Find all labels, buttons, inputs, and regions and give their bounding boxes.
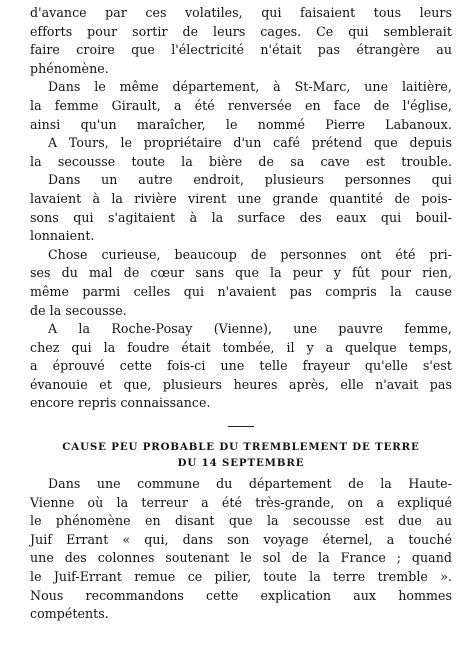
text-line: Dans le même département, à St-Marc, une laitière,	[48, 79, 452, 95]
heading-date: DU 14 SEPTEMBRE	[177, 457, 305, 470]
paragraph-juif-errant	[30, 475, 452, 624]
paragraph-river	[30, 171, 452, 245]
text-line: Juif Errant « qui, dans son voyage éternel, a touché	[30, 531, 452, 547]
paragraph-roche-posay	[30, 320, 452, 413]
text-line: a éprouvé cette fois-ci une telle frayeur qu'elle s'est	[30, 358, 452, 374]
text-line: lonnaient.	[30, 228, 95, 244]
text-line: la secousse toute la bière de sa cave est trouble.	[30, 153, 452, 169]
text-line: la femme Girault, a été renversée en face de l'église,	[30, 97, 452, 113]
paragraph-nausea	[30, 246, 452, 320]
paragraph-st-marc	[30, 78, 452, 134]
text-line: de la secousse.	[30, 302, 127, 318]
article-heading	[30, 439, 452, 471]
text-line: efforts pour sortir de leurs cages. Ce qui semblerait	[30, 23, 452, 39]
text-line: Chose curieuse, beaucoup de personnes ont été pri-	[48, 246, 452, 262]
text-line: évanouie et que, plusieurs heures après, elle n'avait pas	[30, 376, 452, 392]
heading-title: CAUSE PEU PROBABLE DU TREMBLEMENT DE TERRE	[62, 441, 420, 454]
text-line: même parmi celles qui n'avaient pas compris la cause	[30, 283, 452, 299]
text-line: Dans une commune du département de la Haute-	[48, 476, 452, 492]
text-line: ses du mal de cœur sans que la peur y fût pour rien,	[30, 265, 452, 281]
paragraph-tours	[30, 134, 452, 171]
text-line: chez qui la foudre était tombée, il y a quelque temps,	[30, 339, 452, 355]
text-line: Nous recommandons cette explication aux hommes	[30, 587, 452, 603]
text-line: A la Roche-Posay (Vienne), une pauvre femme,	[48, 321, 452, 337]
paragraph-birds	[30, 4, 452, 78]
text-line: encore repris connaissance.	[30, 395, 211, 411]
text-line: Vienne où la terreur a été très-grande, on a expliqué	[30, 494, 452, 510]
text-line: sons qui s'agitaient à la surface des eaux qui bouil-	[30, 209, 452, 225]
text-line: compétents.	[30, 606, 109, 622]
text-line: ainsi qu'un maraîcher, le nommé Pierre Labanoux.	[30, 116, 452, 132]
text-line: faire croire que l'électricité n'était pas étrangère au	[30, 42, 452, 58]
section-divider	[228, 426, 254, 427]
text-line: lavaient à la rivière virent une grande quantité de pois-	[30, 190, 452, 206]
text-line: phénomène.	[30, 60, 109, 76]
text-line: Dans un autre endroit, plusieurs personnes qui	[48, 172, 452, 188]
text-line: le Juif-Errant remue ce pilier, toute la terre tremble ».	[30, 569, 452, 585]
text-line: d'avance par ces volatiles, qui faisaient tous leurs	[30, 5, 452, 20]
text-line: A Tours, le propriétaire d'un café prétend que depuis	[48, 135, 452, 151]
text-line: une des colonnes soutenant le sol de la France ; quand	[30, 550, 452, 566]
text-line: le phénomène en disant que la secousse est due au	[30, 513, 452, 529]
newspaper-column	[30, 4, 452, 624]
